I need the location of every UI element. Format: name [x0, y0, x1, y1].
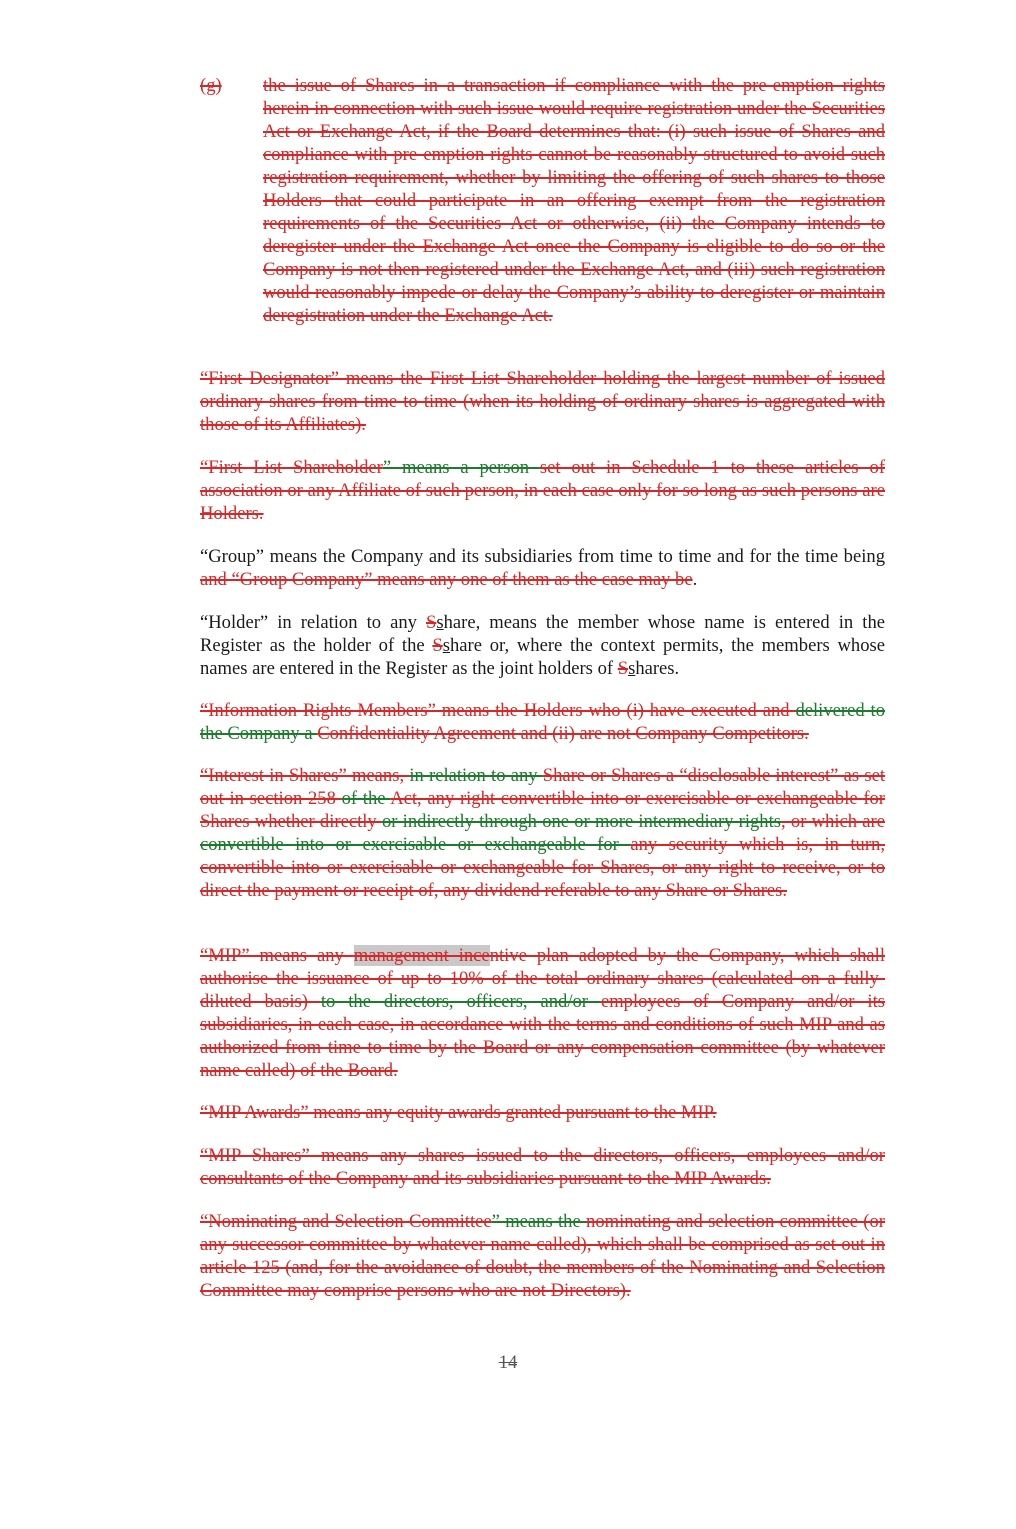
definition-nominating-selection-committee: [200, 1210, 885, 1302]
body-text: hares.: [635, 658, 680, 679]
highlighted-deleted-text: management ince: [353, 945, 490, 966]
page-number: 14: [498, 1352, 518, 1373]
deleted-text-moved: ” means the: [491, 1211, 587, 1232]
deleted-text-moved: delivered to the Company a: [200, 700, 885, 744]
deleted-text-moved: ” means a person: [382, 457, 540, 478]
inserted-char: s: [442, 635, 450, 656]
definition-mip-awards: [200, 1101, 885, 1124]
deleted-text-moved: to the directors, officers, and/or: [320, 991, 601, 1012]
deleted-char: S: [617, 658, 629, 679]
definition-holder: [200, 611, 885, 680]
deleted-text: nominating and selection committee (or any successor committee by whatever name called), which shall be comprised as set out in article 125 (and, for the avoidance of doubt, the members of the Nominating and Selection Committee may comprise persons who are not Directors).: [200, 1211, 885, 1301]
definition-first-designator: [200, 367, 885, 436]
subclause-label: (g): [200, 75, 222, 96]
deleted-text: set out in Schedule 1 to these articles of association or any Affiliate of such person, in each case only for so long as such persons are Holders.: [200, 457, 886, 524]
definition-mip-shares: [200, 1144, 885, 1190]
deleted-text-moved: or exchangeable for: [457, 834, 631, 855]
definition-first-list-shareholder: [200, 456, 885, 525]
deleted-text: Act, any right convertible into or exercisable or exchangeable for Shares whether directly: [200, 788, 885, 832]
deleted-text: employees of Company and/or its subsidiaries, in each case, in accordance with the terms and conditions of such MIP and as authorized from time to time by the Board or any compensation committee (by whatever name called) of the Board.: [200, 991, 885, 1081]
deleted-text: ntive plan adopted by the Company, which shall authorise the issuance of up to 10% of the total ordinary shares (calculated on a fully-diluted basis): [200, 945, 885, 1012]
deleted-text: , or which are: [781, 811, 885, 832]
deleted-text: and “Group Company” means any one of them as the case may be: [200, 569, 693, 590]
deleted-text: “MIP Shares” means any shares issued to the directors, officers, employees and/or consultants of the Company and its subsidiaries pursuant to the MIP Awards.: [200, 1145, 885, 1189]
body-text: .: [692, 569, 698, 590]
deleted-text-moved: or indirectly through one or more intermediary rights: [381, 811, 782, 832]
body-text: hare or, where the context permits, the members whose names are entered in the Register as the joint holders of: [200, 635, 886, 679]
deleted-text: “MIP” means any: [200, 945, 354, 966]
deleted-char: S: [426, 612, 437, 633]
definition-mip: [200, 944, 885, 1082]
inserted-char: s: [436, 612, 444, 633]
deleted-text-moved: in relation to any: [409, 765, 543, 786]
deleted-text: “Interest in Shares” means,: [200, 765, 410, 786]
body-text: hare, means the member whose name is entered in the Register as the holder of the: [200, 612, 885, 656]
deleted-text: Share or Shares a “disclosable interest” as set out in section 258: [200, 765, 885, 809]
body-text: “Holder” in relation to any: [200, 612, 427, 633]
subclause-g-text: [263, 74, 885, 327]
definition-information-rights-members: [200, 699, 885, 745]
definition-group: [200, 545, 885, 591]
deleted-text: the issue of Shares in a transaction if compliance with the pre-emption rights herein in connection with such issue would require registration under the Securities Act or Exchange Act, if the Board determines that: (i) such issue of Shares and compliance with pre-emption rights cannot be reasonably structured to avoid such registration requirement, whether by limiting the offering of such shares to those Holders that could participate in an offering exempt from the registration requirements of the Securities Act or otherwise, (ii) the Company intends to deregister under the Exchange Act once the Company is eligible to do so or the Company is not then registered under the Exchange Act, and (iii) such registration would reasonably impede or delay the Company’s ability to deregister or maintain deregistration under the Exchange Act.: [263, 75, 885, 326]
deleted-text: “MIP Awards” means any equity awards granted pursuant to the MIP.: [200, 1102, 717, 1123]
inserted-char: s: [628, 658, 636, 679]
deleted-text: “First List Shareholder: [200, 457, 383, 478]
deleted-text: Confidentiality Agreement and (ii) are not Company Competitors.: [317, 723, 809, 744]
deleted-text-moved: convertible into or exercisable: [200, 834, 458, 855]
deleted-char: S: [432, 635, 443, 656]
definition-interest-in-shares: [200, 764, 885, 902]
deleted-text: any security which is, in turn, convertible into or exercisable or exchangeable for Shares, or any right to receive, or to direct the payment or receipt of, any dividend referable to any Share or Shares.: [200, 834, 885, 901]
body-text: “Group” means the Company and its subsidiaries from time to time and for the time being: [200, 546, 885, 567]
deleted-text-moved: of the: [341, 788, 391, 809]
deleted-text: “Nominating and Selection Committee: [200, 1211, 492, 1232]
deleted-text: “First Designator” means the First List Shareholder holding the largest number of issued ordinary shares from time to time (when its holding of ordinary shares is aggregated with those of its Affiliates).: [200, 368, 885, 435]
deleted-text: “Information Rights Members” means the Holders who (i) have executed and: [200, 700, 796, 721]
